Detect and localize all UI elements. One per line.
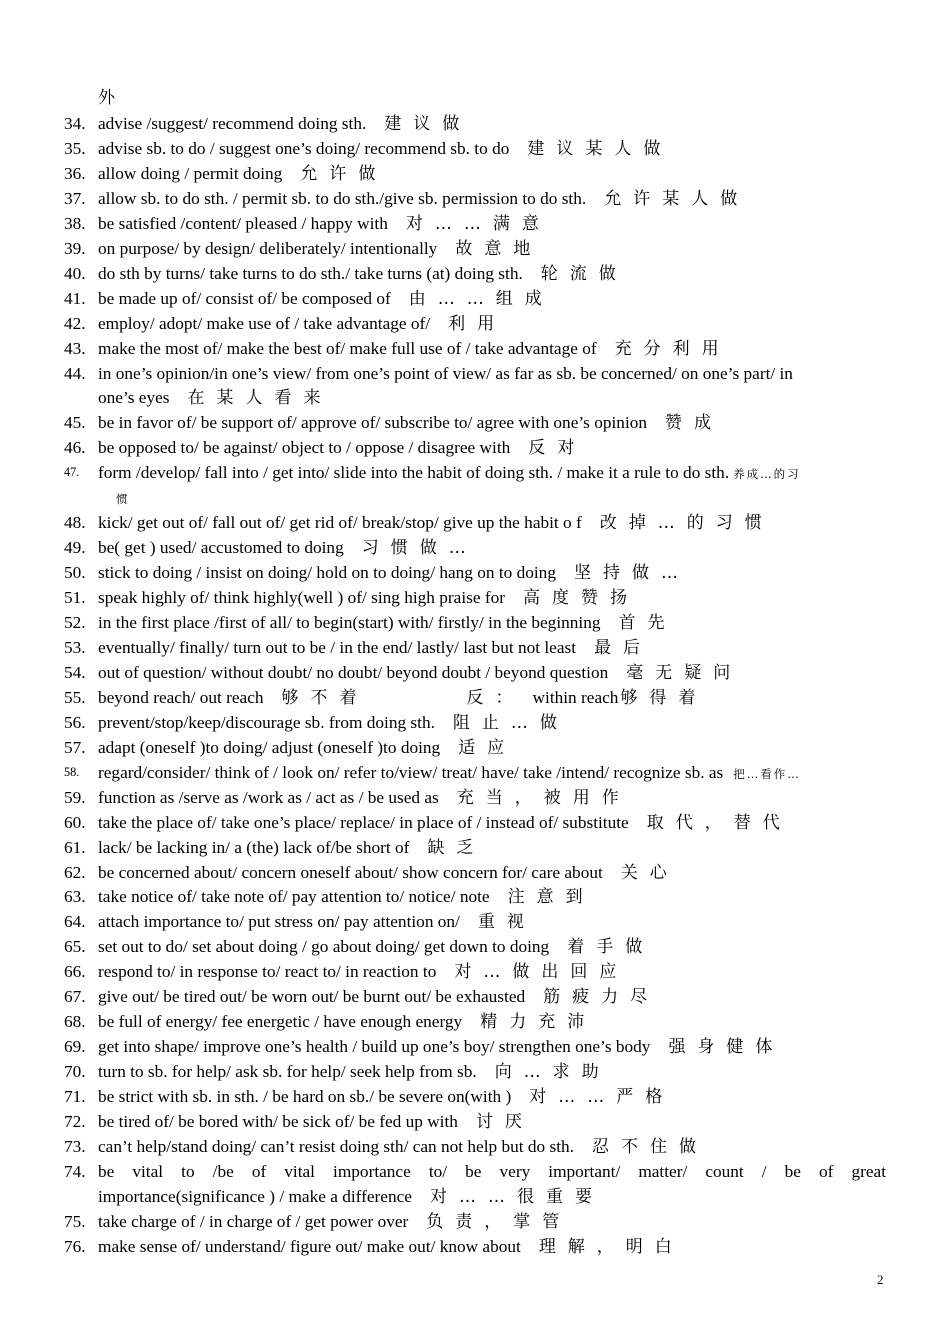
item-chinese: 理解，明白 <box>538 1236 684 1257</box>
item-number: 42. <box>64 313 86 333</box>
item-number: 46. <box>64 438 86 458</box>
item-chinese: 毫无疑问 <box>626 662 743 683</box>
item-english: can’t help/stand doing/ can’t resist doing sth/ can not help but do sth. <box>98 1136 574 1156</box>
item-chinese: 精力充沛 <box>480 1012 597 1033</box>
list-item <box>64 635 886 660</box>
list-item <box>64 136 886 161</box>
item-text <box>98 785 631 811</box>
item-text <box>98 909 536 935</box>
item-text <box>98 884 595 910</box>
item-number: 75. <box>64 1211 86 1231</box>
item-number: 55. <box>64 687 86 707</box>
list-item <box>64 785 886 810</box>
item-number: 40. <box>64 263 86 283</box>
list-item <box>64 535 886 560</box>
page-number: 2 <box>877 1272 884 1287</box>
item-number: 54. <box>64 662 86 682</box>
item-chinese: 对……很重要 <box>429 1186 604 1207</box>
item-text <box>98 336 731 362</box>
item-text <box>98 211 551 237</box>
item-english: attach importance to/ put stress on/ pay attention on/ <box>98 912 460 932</box>
item-english: make sense of/ understand/ figure out/ make out/ know about <box>98 1236 521 1256</box>
item-english: allow doing / permit doing <box>98 163 283 183</box>
item-number: 59. <box>64 787 86 807</box>
item-english: make the most of/ make the best of/ make full use of / take advantage of <box>98 338 597 358</box>
item-text <box>98 685 707 711</box>
item-number: 64. <box>64 912 86 932</box>
item-text <box>98 1184 604 1210</box>
item-chinese: 向…求助 <box>494 1062 611 1083</box>
item-english: adapt (oneself )to doing/ adjust (oneself )to doing <box>98 737 441 757</box>
item-text <box>98 660 742 686</box>
item-chinese: 惯 <box>116 492 130 507</box>
list-item <box>64 186 886 211</box>
item-english: set out to do/ set about doing / go about doing/ get down to doing <box>98 937 550 957</box>
item-number: 58. <box>64 764 80 779</box>
item-chinese: 负责，掌管 <box>426 1211 572 1232</box>
item-number: 74. <box>64 1161 86 1181</box>
item-chinese: 首先 <box>618 613 677 633</box>
item-text <box>98 1234 684 1260</box>
item-english: in one’s opinion/in one’s view/ from one’s point of view/ as far as sb. be concerned/ on one’s part/ in <box>98 363 793 383</box>
item-english: give out/ be tired out/ be worn out/ be burnt out/ be exhausted <box>98 987 526 1007</box>
list-item <box>64 710 886 735</box>
item-english: kick/ get out of/ fall out of/ get rid of/ break/stop/ give up the habit o f <box>98 513 582 533</box>
item-chinese: 把…看作… <box>733 766 801 781</box>
item-chinese: 建议某人做 <box>527 138 673 159</box>
item-text <box>98 934 654 960</box>
list-item <box>64 111 886 136</box>
item-english: out of question/ without doubt/ no doubt/ beyond doubt / beyond question <box>98 662 609 682</box>
item-english: importance(significance ) / make a difference <box>98 1186 412 1206</box>
item-english: advise /suggest/ recommend doing sth. <box>98 114 367 133</box>
item-chinese: 缺乏 <box>427 837 486 858</box>
list-item <box>64 1109 886 1134</box>
item-chinese: 改掉…的习惯 <box>599 513 774 534</box>
list-item <box>64 884 886 909</box>
item-chinese: 着手做 <box>567 937 655 958</box>
item-english: take the place of/ take one’s place/ replace/ in place of / instead of/ substitute <box>98 812 629 832</box>
item-text <box>98 261 628 287</box>
item-text <box>98 835 485 861</box>
list-item <box>64 336 886 361</box>
item-text <box>98 610 677 636</box>
item-chinese: 最后 <box>594 637 653 658</box>
item-english: prevent/stop/keep/discourage sb. from doing sth. <box>98 712 435 732</box>
list-item <box>64 1159 886 1184</box>
item-chinese: 筋疲力尽 <box>543 987 660 1008</box>
item-number: 34. <box>64 114 86 133</box>
list-item <box>64 361 886 386</box>
list-item <box>64 261 886 286</box>
list-item <box>64 860 886 885</box>
item-text <box>98 560 690 586</box>
item-text <box>98 435 586 461</box>
continuation-text: 外 <box>98 88 127 108</box>
item-english: take notice of/ take note of/ pay attention to/ notice/ note <box>98 887 490 907</box>
item-text <box>98 1034 784 1060</box>
item-number: 70. <box>64 1062 86 1082</box>
item-text <box>98 1159 886 1184</box>
list-item <box>64 959 886 984</box>
list-item <box>64 1084 886 1109</box>
item-english: turn to sb. for help/ ask sb. for help/ seek help from sb. <box>98 1062 477 1082</box>
item-number: 41. <box>64 288 86 308</box>
item-text <box>98 1134 708 1160</box>
item-number: 57. <box>64 737 86 757</box>
item-text <box>98 860 679 886</box>
list-item-continuation <box>64 485 886 510</box>
item-text <box>98 385 333 411</box>
item-number: 60. <box>64 812 86 832</box>
item-text <box>98 161 387 187</box>
list-item <box>64 435 886 460</box>
item-number: 66. <box>64 962 86 982</box>
item-text <box>98 236 542 262</box>
list-item <box>64 286 886 311</box>
item-english: in the first place /first of all/ to begin(start) with/ firstly/ in the beginning <box>98 613 601 632</box>
item-chinese: 反对 <box>528 438 587 459</box>
item-chinese: 充当，被用作 <box>456 787 631 808</box>
item-english: regard/consider/ think of / look on/ refer to/view/ treat/ have/ take /intend/ recognize sb. as <box>98 762 724 782</box>
item-english: allow sb. to do sth. / permit sb. to do sth./give sb. permission to do sth. <box>98 188 587 208</box>
list-item <box>64 161 886 186</box>
item-text <box>98 535 478 561</box>
item-english: be strict with sb. in sth. / be hard on sb./ be severe on(with ) <box>98 1087 512 1107</box>
item-text <box>98 111 471 137</box>
item-chinese: 赞成 <box>665 413 724 434</box>
item-chinese: 允许某人做 <box>604 188 750 209</box>
list-item <box>64 984 886 1009</box>
item-text <box>98 810 792 836</box>
continuation-line <box>64 86 886 111</box>
item-chinese: 建议做 <box>384 114 472 134</box>
item-english: be opposed to/ be against/ object to / oppose / disagree with <box>98 438 511 458</box>
list-item <box>64 510 886 535</box>
item-chinese: 坚持做… <box>573 563 690 584</box>
list-item <box>64 560 886 585</box>
item-english: lack/ be lacking in/ a (the) lack of/be short of <box>98 837 410 857</box>
item-number: 63. <box>64 887 86 907</box>
item-text <box>98 136 672 162</box>
item-chinese: 故意地 <box>455 238 543 259</box>
item-number: 37. <box>64 188 86 208</box>
item-number: 39. <box>64 238 86 258</box>
list-item <box>64 909 886 934</box>
item-text <box>98 361 793 386</box>
item-chinese: 关心 <box>620 862 679 883</box>
item-number: 71. <box>64 1087 86 1107</box>
item-number: 69. <box>64 1037 86 1057</box>
list-item <box>64 685 886 710</box>
item-chinese: 养成…的习 <box>733 467 801 482</box>
item-number: 72. <box>64 1112 86 1131</box>
item-english: be full of energy/ fee energetic / have enough energy <box>98 1012 463 1032</box>
item-number: 62. <box>64 862 86 882</box>
item-chinese: 重视 <box>477 912 536 933</box>
item-english: be( get ) used/ accustomed to doing <box>98 538 344 558</box>
item-number: 45. <box>64 413 86 433</box>
list-item <box>64 211 886 236</box>
item-text <box>98 460 801 487</box>
item-number: 50. <box>64 563 86 583</box>
item-english: be made up of/ consist of/ be composed of <box>98 288 391 308</box>
item-text <box>98 1084 674 1110</box>
list-item-continuation <box>64 385 886 410</box>
item-chinese: 够得着 <box>620 687 708 708</box>
item-chinese: 利用 <box>448 313 507 334</box>
list-item <box>64 1034 886 1059</box>
item-chinese: 允许做 <box>300 163 388 184</box>
item-chinese: 充分利用 <box>614 338 731 359</box>
item-chinese: 反： <box>466 687 525 708</box>
list-item <box>64 1209 886 1234</box>
item-english: one’s eyes <box>98 388 170 408</box>
list-item <box>64 1009 886 1034</box>
list-item <box>64 410 886 435</box>
item-number: 36. <box>64 163 86 183</box>
item-chinese: 对……满意 <box>405 213 551 234</box>
item-number: 73. <box>64 1136 86 1156</box>
item-chinese: 高度赞扬 <box>523 588 640 609</box>
item-number: 56. <box>64 712 86 732</box>
list-item <box>64 236 886 261</box>
item-text <box>98 710 569 736</box>
item-number: 67. <box>64 987 86 1007</box>
item-number: 51. <box>64 588 86 608</box>
list-item <box>64 311 886 336</box>
item-chinese: 讨厌 <box>475 1112 534 1132</box>
item-chinese: 阻止…做 <box>452 712 569 733</box>
list-item <box>64 760 886 785</box>
item-chinese: 强身健体 <box>668 1037 785 1058</box>
item-english: respond to/ in response to/ react to/ in reaction to <box>98 962 437 982</box>
item-english: do sth by turns/ take turns to do sth./ take turns (at) doing sth. <box>98 263 523 283</box>
item-text <box>98 735 516 761</box>
item-chinese: 取代，替代 <box>646 812 792 833</box>
item-english: get into shape/ improve one’s health / build up one’s boy/ strengthen one’s body <box>98 1037 651 1057</box>
item-chinese: 在某人看来 <box>187 388 333 409</box>
item-chinese: 适应 <box>458 737 517 758</box>
list-item <box>64 460 886 485</box>
item-chinese: 对……严格 <box>529 1087 675 1108</box>
item-english: eventually/ finally/ turn out to be / in the end/ lastly/ last but not least <box>98 637 577 657</box>
item-chinese: 对…做出回应 <box>454 962 629 983</box>
item-chinese: 由……组成 <box>408 288 554 309</box>
item-text <box>98 635 652 661</box>
item-text <box>98 984 659 1010</box>
item-text <box>98 1009 596 1035</box>
item-english: function as /serve as /work as / act as / be used as <box>98 787 439 807</box>
item-number: 44. <box>64 363 86 383</box>
item-number: 35. <box>64 138 86 158</box>
item-english: be in favor of/ be support of/ approve of/ subscribe to/ agree with one’s opinion <box>98 413 648 433</box>
item-number: 76. <box>64 1236 86 1256</box>
list-item <box>64 610 886 635</box>
item-english: within reach <box>532 687 619 707</box>
item-english: on purpose/ by design/ deliberately/ intentionally <box>98 238 438 258</box>
item-chinese: 习惯做… <box>361 538 478 559</box>
item-english: employ/ adopt/ make use of / take advantage of/ <box>98 313 431 333</box>
item-english: take charge of / in charge of / get power over <box>98 1211 409 1231</box>
list-item <box>64 660 886 685</box>
item-text <box>98 959 628 985</box>
item-english: beyond reach/ out reach <box>98 687 264 707</box>
item-number: 48. <box>64 513 86 533</box>
item-number: 47. <box>64 465 80 480</box>
list-item <box>64 585 886 610</box>
list-item-continuation <box>64 1184 886 1209</box>
item-english: form /develop/ fall into / get into/ slide into the habit of doing sth. / make it a rule to do sth. <box>98 463 730 483</box>
list-item <box>64 835 886 860</box>
item-chinese: 注意到 <box>507 887 595 908</box>
item-text <box>98 1109 534 1135</box>
item-chinese: 轮流做 <box>540 263 628 284</box>
item-text <box>98 510 774 536</box>
list-item <box>64 1234 886 1259</box>
item-english: be vital to /be of vital importance to/ be very important/ matter/ count / be of great <box>98 1161 886 1181</box>
item-text <box>98 286 554 312</box>
item-english: be tired of/ be bored with/ be sick of/ be fed up with <box>98 1112 458 1131</box>
list-item <box>64 1134 886 1159</box>
item-number: 68. <box>64 1012 86 1032</box>
item-number: 38. <box>64 213 86 233</box>
item-number: 53. <box>64 637 86 657</box>
item-chinese: 够不着 <box>281 687 369 708</box>
item-number: 49. <box>64 538 86 558</box>
item-number: 65. <box>64 937 86 957</box>
item-text <box>98 485 130 512</box>
item-english: be satisfied /content/ pleased / happy with <box>98 213 388 233</box>
list-item <box>64 735 886 760</box>
list-item <box>64 934 886 959</box>
item-number: 61. <box>64 837 86 857</box>
item-english: speak highly of/ think highly(well ) of/ sing high praise for <box>98 588 506 608</box>
item-english: stick to doing / insist on doing/ hold on to doing/ hang on to doing <box>98 563 556 583</box>
item-english: advise sb. to do / suggest one’s doing/ recommend sb. to do <box>98 138 510 158</box>
item-chinese: 忍不住做 <box>591 1136 708 1157</box>
item-text <box>98 1209 571 1235</box>
item-text <box>98 311 506 337</box>
item-text <box>98 760 801 787</box>
item-text <box>98 410 723 436</box>
item-number: 52. <box>64 613 86 632</box>
item-number: 43. <box>64 338 86 358</box>
item-text <box>98 1059 611 1085</box>
item-text <box>98 186 749 212</box>
item-text <box>98 585 639 611</box>
list-item <box>64 1059 886 1084</box>
list-item <box>64 810 886 835</box>
item-english: be concerned about/ concern oneself about/ show concern for/ care about <box>98 862 603 882</box>
